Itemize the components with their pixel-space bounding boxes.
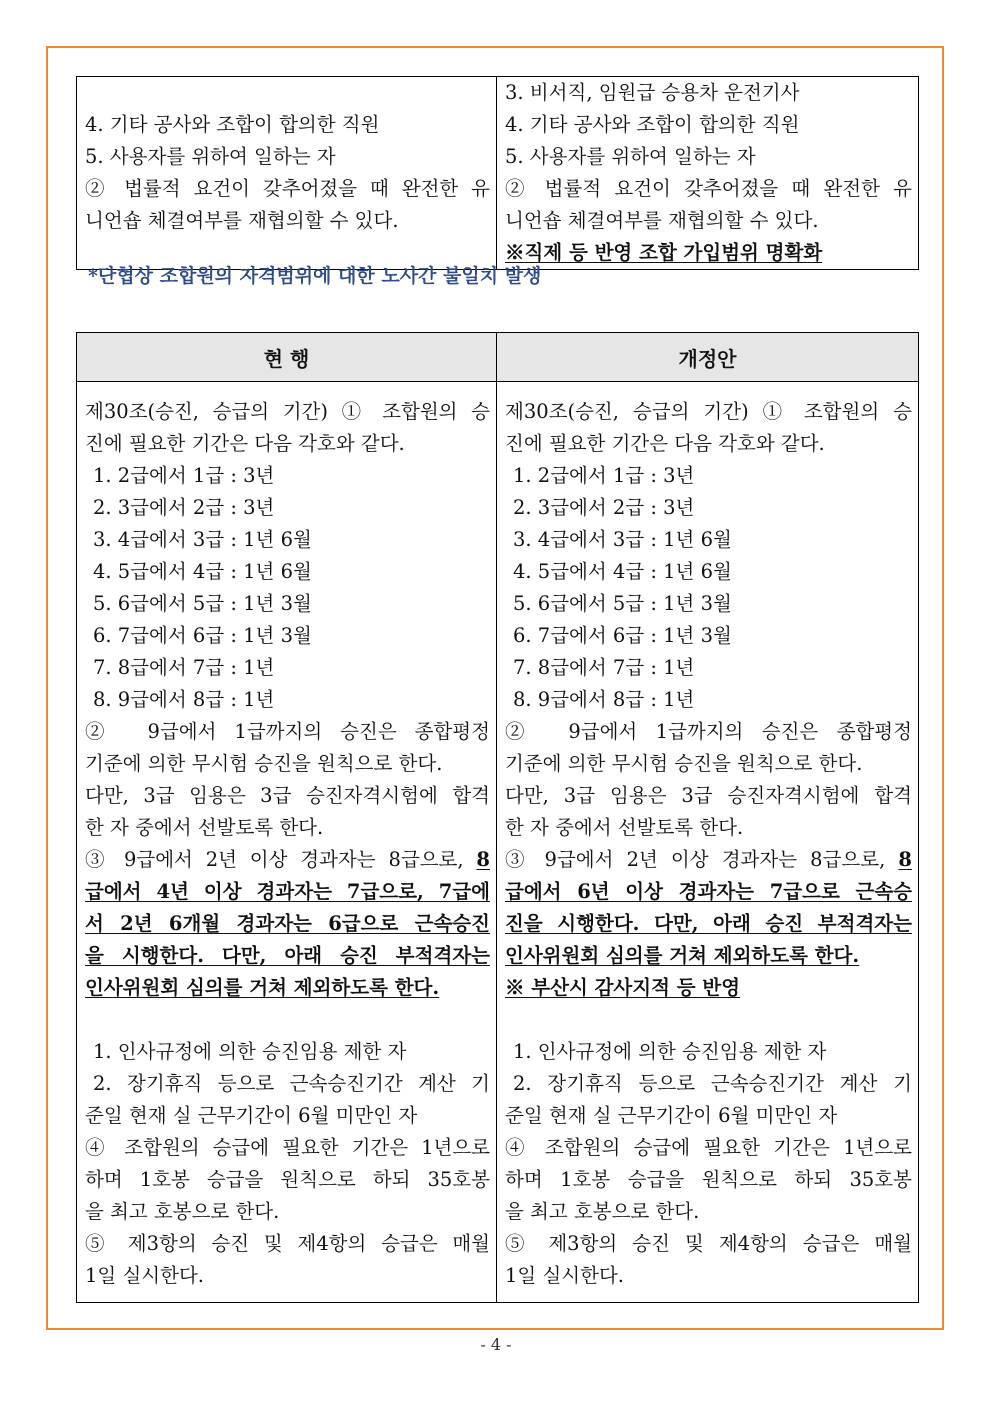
text-line: 5. 사용자를 위하여 일하는 자 — [505, 145, 756, 168]
list-item: 1. 2급에서 1급 : 3년 — [93, 464, 275, 487]
revision-note: ※직제 등 반영 조합 가입범위 명확화 — [505, 241, 823, 264]
underlined-text: 진을 시행한다. 다만, 아래 승진 부적격자는 — [505, 912, 912, 935]
mismatch-note: *단협상 조합원의 자격범위에 대한 노사간 불일치 발생 — [88, 265, 542, 287]
promotion-comparison-table — [76, 332, 919, 1303]
text-line: 한 자 중에서 선발토록 한다. — [85, 816, 324, 839]
text-line: 준일 현재 실 근무기간이 6월 미만인 자 — [505, 1104, 838, 1127]
list-item: 8. 9급에서 8급 : 1년 — [513, 688, 695, 711]
text-line: 다만, 3급 임용은 3급 승진자격시험에 합격 — [505, 784, 912, 807]
text-line: 하며 1호봉 승급을 원칙으로 하되 35호봉 — [505, 1168, 912, 1191]
text-line: 니언숍 체결여부를 재협의할 수 있다. — [85, 209, 399, 232]
text-line: 1일 실시한다. — [505, 1264, 624, 1287]
list-item: 5. 6급에서 5급 : 1년 3월 — [93, 592, 312, 615]
list-item: 6. 7급에서 6급 : 1년 3월 — [93, 624, 312, 647]
list-item: 7. 8급에서 7급 : 1년 — [513, 656, 695, 679]
text-line: ② 법률적 요건이 갖추어졌을 때 완전한 유 — [505, 177, 912, 200]
blank-line — [505, 1004, 912, 1036]
list-item: 2. 장기휴직 등으로 근속승진기간 계산 기 — [513, 1072, 912, 1095]
list-item: 3. 4급에서 3급 : 1년 6월 — [93, 528, 312, 551]
header-revised: 개정안 — [497, 333, 919, 382]
list-item: 3. 4급에서 3급 : 1년 6월 — [513, 528, 732, 551]
text-line: ④ 조합원의 승급에 필요한 기간은 1년으로 — [85, 1136, 490, 1159]
text-line: 한 자 중에서 선발토록 한다. — [505, 816, 744, 839]
underlined-text: 8 — [898, 848, 912, 871]
text-line: ⑤ 제3항의 승진 및 제4항의 승급은 매월 — [85, 1232, 490, 1255]
text-line: ⑤ 제3항의 승진 및 제4항의 승급은 매월 — [505, 1232, 912, 1255]
text-line: 4. 기타 공사와 조합이 합의한 직원 — [85, 113, 380, 136]
text-line: ② 9급에서 1급까지의 승진은 종합평정 — [505, 720, 912, 743]
text-line: 진에 필요한 기간은 다음 각호와 같다. — [505, 432, 825, 455]
text-line: 을 최고 호봉으로 한다. — [85, 1200, 280, 1223]
list-item: 1. 2급에서 1급 : 3년 — [513, 464, 695, 487]
current-article-cell — [77, 382, 497, 1303]
text-span: ③ 9급에서 2년 이상 경과자는 8급으로, — [505, 848, 899, 871]
list-item: 4. 5급에서 4급 : 1년 6월 — [513, 560, 732, 583]
text-line: 기준에 의한 무시험 승진을 원칙으로 한다. — [505, 752, 863, 775]
list-item: 4. 5급에서 4급 : 1년 6월 — [93, 560, 312, 583]
list-item: 1. 인사규정에 의한 승진임용 제한 자 — [513, 1040, 827, 1063]
blank-line — [85, 1004, 490, 1036]
revision-note: ※ 부산시 감사지적 등 반영 — [505, 976, 741, 999]
underlined-text: 급에서 6년 이상 경과자는 7급으로 근속승 — [505, 880, 912, 903]
membership-scope-table — [76, 76, 919, 270]
list-item: 2. 3급에서 2급 : 3년 — [93, 496, 275, 519]
underlined-text: 인사위원회 심의를 거쳐 제외하도록 한다. — [85, 976, 440, 999]
top-revised-cell — [497, 77, 919, 270]
text-line: 니언숍 체결여부를 재협의할 수 있다. — [505, 209, 819, 232]
underlined-text: 인사위원회 심의를 거쳐 제외하도록 한다. — [505, 944, 860, 967]
list-item: 2. 3급에서 2급 : 3년 — [513, 496, 695, 519]
text-line: 1일 실시한다. — [85, 1264, 204, 1287]
list-item: 7. 8급에서 7급 : 1년 — [93, 656, 275, 679]
text-line: 준일 현재 실 근무기간이 6월 미만인 자 — [85, 1104, 418, 1127]
underlined-text: 8 — [476, 848, 490, 871]
list-item: 1. 인사규정에 의한 승진임용 제한 자 — [93, 1040, 407, 1063]
underlined-text: 을 시행한다. 다만, 아래 승진 부적격자는 — [85, 944, 490, 967]
text-line — [85, 844, 490, 876]
top-current-cell — [77, 77, 497, 270]
text-line: 기준에 의한 무시험 승진을 원칙으로 한다. — [85, 752, 443, 775]
text-line: 다만, 3급 임용은 3급 승진자격시험에 합격 — [85, 784, 490, 807]
text-line: ② 9급에서 1급까지의 승진은 종합평정 — [85, 720, 490, 743]
text-span: ③ 9급에서 2년 이상 경과자는 8급으로, — [85, 848, 477, 871]
underlined-text: 급에서 4년 이상 경과자는 7급으로, 7급에 — [85, 880, 490, 903]
header-current: 현 행 — [77, 333, 497, 382]
page-number: - 4 - — [480, 1335, 512, 1354]
text-line: 3. 비서직, 임원급 승용차 운전기사 — [505, 81, 800, 104]
text-line — [85, 77, 490, 109]
text-line: 5. 사용자를 위하여 일하는 자 — [85, 145, 336, 168]
list-item: 6. 7급에서 6급 : 1년 3월 — [513, 624, 732, 647]
text-line: ④ 조합원의 승급에 필요한 기간은 1년으로 — [505, 1136, 912, 1159]
text-line: 하며 1호봉 승급을 원칙으로 하되 35호봉 — [85, 1168, 490, 1191]
text-line: 진에 필요한 기간은 다음 각호와 같다. — [85, 432, 405, 455]
text-line: ② 법률적 요건이 갖추어졌을 때 완전한 유 — [85, 177, 490, 200]
text-line: 4. 기타 공사와 조합이 합의한 직원 — [505, 113, 800, 136]
list-item: 5. 6급에서 5급 : 1년 3월 — [513, 592, 732, 615]
text-line: 을 최고 호봉으로 한다. — [505, 1200, 700, 1223]
revised-article-cell — [497, 382, 919, 1303]
list-item: 2. 장기휴직 등으로 근속승진기간 계산 기 — [93, 1072, 490, 1095]
text-line: 제30조(승진, 승급의 기간) ① 조합원의 승 — [85, 400, 490, 423]
list-item: 8. 9급에서 8급 : 1년 — [93, 688, 275, 711]
text-line: 제30조(승진, 승급의 기간) ① 조합원의 승 — [505, 400, 912, 423]
underlined-text: 서 2년 6개월 경과자는 6급으로 근속승진 — [85, 912, 490, 935]
text-line — [505, 844, 912, 876]
